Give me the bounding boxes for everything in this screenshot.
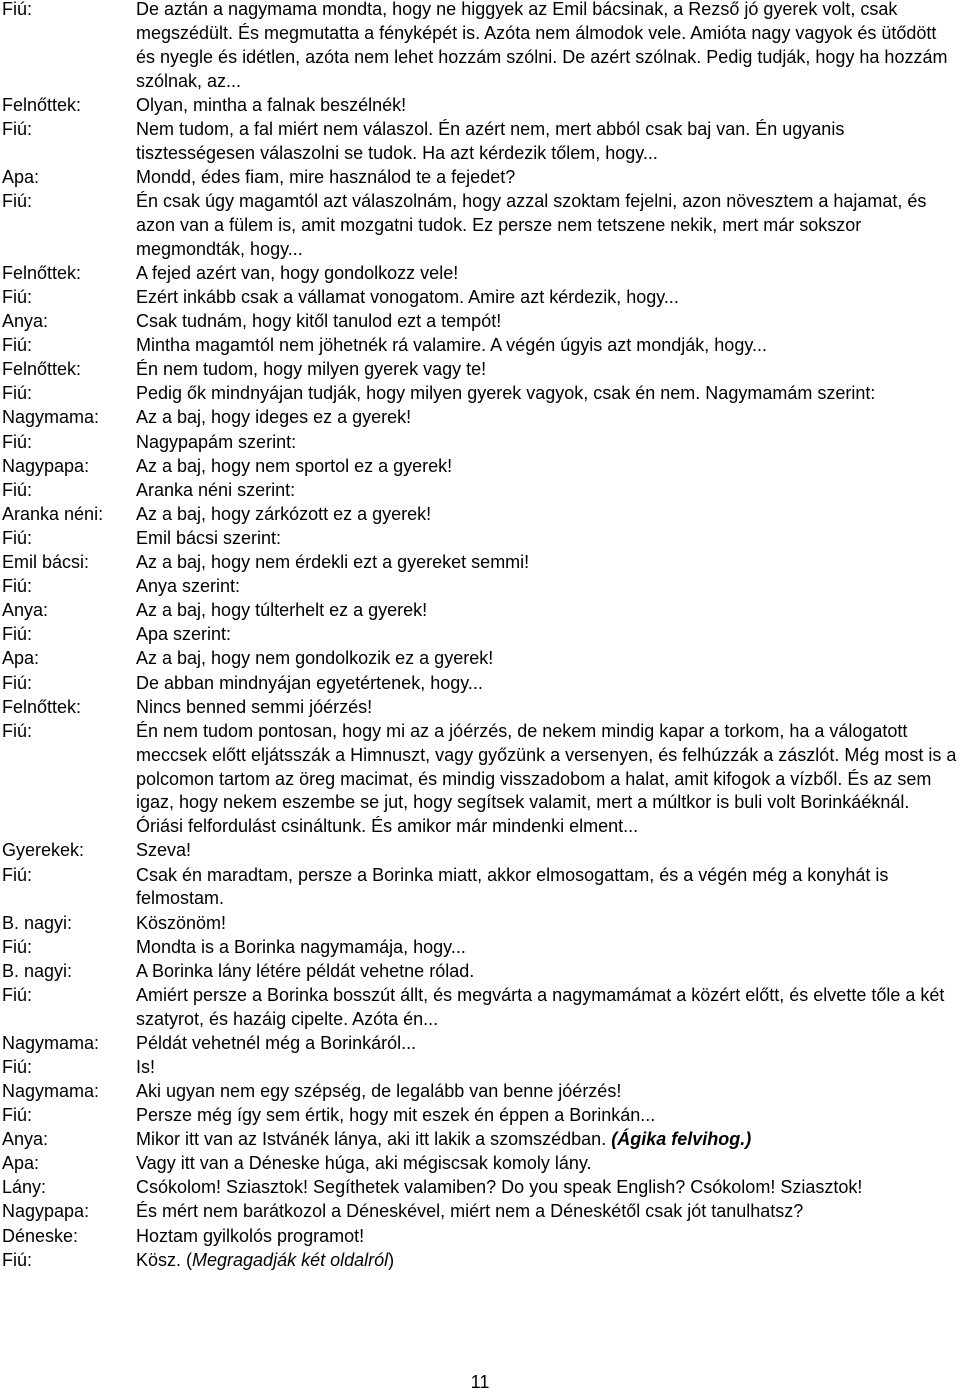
- dialogue-line: [2, 1056, 957, 1080]
- dialogue-line: [2, 1225, 957, 1249]
- dialogue-text-main: Az a baj, hogy nem sportol ez a gyerek!: [136, 455, 453, 476]
- dialogue-text: [136, 936, 957, 960]
- dialogue-text-main: Aranka néni szerint:: [136, 479, 296, 500]
- dialogue-text-main: Az a baj, hogy ideges ez a gyerek!: [136, 407, 412, 428]
- dialogue-text: [136, 262, 957, 286]
- dialogue-text-main: Csókolom! Sziasztok! Segíthetek valamiben? Do you speak English? Csókolom! Sziasztok!: [136, 1177, 863, 1198]
- dialogue-text-main: Én csak úgy magamtól azt válaszolnám, hogy azzal szoktam fejelni, azon növesztem a hajamat, és azon van a fülem is, amit mozgatni tudok. Ez persze nem tetszene nekik, mert már sokszor megmondták, hogy...: [136, 191, 927, 259]
- dialogue-text: [136, 527, 957, 551]
- dialogue-text: [136, 720, 957, 840]
- speaker-label: Apa:: [2, 1153, 40, 1174]
- dialogue-line: [2, 984, 957, 1032]
- dialogue-text: [136, 479, 957, 503]
- dialogue-text: [136, 551, 957, 575]
- speaker-label: Fiú:: [2, 527, 33, 548]
- speaker-label: Fiú:: [2, 335, 33, 356]
- dialogue-text-main: Persze még így sem értik, hogy mit eszek én éppen a Borinkán...: [136, 1105, 656, 1126]
- page-number: 11: [470, 1372, 490, 1392]
- dialogue-text: [136, 672, 957, 696]
- speaker-label: B. nagyi:: [2, 912, 73, 933]
- dialogue-text-main: Amiért persze a Borinka bosszút állt, és megvárta a nagymamámat a közért előtt, és elvette tőle a két szatyrot, és hazáig cipelte. Azóta én...: [136, 984, 945, 1029]
- dialogue-text-main: Én nem tudom pontosan, hogy mi az a jóérzés, de nekem mindig kapar a torkom, ha a válogatott meccsek előtt eljátsszák a Himnuszt, vagy győzünk a versenyen, és felhúzzák a zászlót. Még most is a polcomon tartom az öreg macimat, és mindig visszadobom a halat, amit kifogok a vízből. És az sem igaz, hogy nekem eszembe se jut, hogy segítsek valamit, mert a múltkor is buli volt Borinkáéknál. Óriási felfordulást csináltunk. És amikor már mindenki elment...: [136, 720, 957, 837]
- dialogue-text-main: Vagy itt van a Déneske húga, aki mégiscsak komoly lány.: [136, 1153, 592, 1174]
- speaker-label: Fiú:: [2, 672, 33, 693]
- dialogue-text-main: Nincs benned semmi jóérzés!: [136, 696, 373, 717]
- dialogue-text: [136, 1249, 957, 1273]
- dialogue-text: [136, 1152, 957, 1176]
- dialogue-text: [136, 334, 957, 358]
- speaker-label: Anya:: [2, 311, 49, 332]
- dialogue-text: [136, 984, 957, 1032]
- dialogue-text-main: Olyan, mintha a falnak beszélnék!: [136, 94, 407, 115]
- dialogue-line: [2, 406, 957, 430]
- dialogue-line: [2, 334, 957, 358]
- speaker-label: Fiú:: [2, 984, 33, 1005]
- dialogue-text: [136, 0, 957, 94]
- dialogue-line: [2, 286, 957, 310]
- dialogue-text-main: A Borinka lány létére példát vehetne rólad.: [136, 960, 475, 981]
- dialogue-line: [2, 503, 957, 527]
- speaker-label: Aranka néni:: [2, 503, 104, 524]
- dialogue-text: [136, 1056, 957, 1080]
- dialogue-text-main: Kösz. (: [136, 1249, 193, 1270]
- dialogue-text: [136, 864, 957, 912]
- speaker-label: Apa:: [2, 648, 40, 669]
- dialogue-line: [2, 1104, 957, 1128]
- speaker-label: B. nagyi:: [2, 960, 73, 981]
- dialogue-line: [2, 1176, 957, 1200]
- dialogue-text-main: Az a baj, hogy túlterhelt ez a gyerek!: [136, 600, 428, 621]
- dialogue-text-main: Emil bácsi szerint:: [136, 527, 282, 548]
- dialogue-text: [136, 1225, 957, 1249]
- dialogue-text-main: Én nem tudom, hogy milyen gyerek vagy te!: [136, 359, 487, 380]
- dialogue-text: [136, 1104, 957, 1128]
- speaker-label: Fiú:: [2, 383, 33, 404]
- dialogue-text: [136, 503, 957, 527]
- dialogue-line: [2, 262, 957, 286]
- speaker-label: Felnőttek:: [2, 94, 82, 115]
- speaker-label: Gyerekek:: [2, 840, 85, 861]
- dialogue-text-main: És mért nem barátkozol a Déneskével, miért nem a Déneskétől csak jót tanulhatsz?: [136, 1201, 804, 1222]
- dialogue-text: [136, 382, 957, 406]
- speaker-label: Apa:: [2, 166, 40, 187]
- speaker-label: Anya:: [2, 1129, 49, 1150]
- dialogue-text: [136, 1176, 957, 1200]
- dialogue-text-main: De aztán a nagymama mondta, hogy ne higgyek az Emil bácsinak, a Rezső jó gyerek volt, csak megszédült. És megmutatta a fényképét is. Azóta nem álmodok vele. Amióta nagy vagyok és ütődött és nyegle és idétlen, azóta nem lehet hozzám szólni. De azért szólnak. Pedig tudják, hogy ha hozzám szólnak, az...: [136, 0, 948, 91]
- stage-direction: Megragadják két oldalról: [192, 1249, 389, 1270]
- dialogue-line: [2, 431, 957, 455]
- speaker-label: Fiú:: [2, 576, 33, 597]
- dialogue-line: [2, 166, 957, 190]
- dialogue-text: [136, 696, 957, 720]
- dialogue-line: [2, 527, 957, 551]
- dialogue-text-main: Példát vehetnél még a Borinkáról...: [136, 1032, 417, 1053]
- dialogue-line: [2, 479, 957, 503]
- speaker-label: Fiú:: [2, 864, 33, 885]
- dialogue-text-main: Mondd, édes fiam, mire használod te a fejedet?: [136, 166, 516, 187]
- speaker-label: Felnőttek:: [2, 262, 82, 283]
- dialogue-text: [136, 118, 957, 166]
- dialogue-text-main: Csak én maradtam, persze a Borinka miatt, akkor elmosogattam, és a végén még a konyhát is felmostam.: [136, 864, 889, 909]
- dialogue-line: [2, 94, 957, 118]
- dialogue-text-main: Köszönöm!: [136, 912, 227, 933]
- dialogue-line: [2, 310, 957, 334]
- speaker-label: Lány:: [2, 1177, 47, 1198]
- dialogue-line: [2, 551, 957, 575]
- dialogue-text: [136, 1080, 957, 1104]
- dialogue-text: [136, 575, 957, 599]
- speaker-label: Fiú:: [2, 191, 33, 211]
- speaker-label: Felnőttek:: [2, 359, 82, 380]
- dialogue-line: [2, 1152, 957, 1176]
- dialogue-line: [2, 190, 957, 262]
- dialogue-text: [136, 310, 957, 334]
- dialogue-line: [2, 1080, 957, 1104]
- dialogue-text-after: ): [388, 1249, 395, 1270]
- dialogue-line: [2, 672, 957, 696]
- dialogue-text-main: Is!: [136, 1056, 156, 1077]
- dialogue-text-main: Aki ugyan nem egy szépség, de legalább van benne jóérzés!: [136, 1080, 622, 1101]
- dialogue-text: [136, 358, 957, 382]
- dialogue-line: [2, 864, 957, 912]
- speaker-label: Nagymama:: [2, 1080, 100, 1101]
- dialogue-text-main: Apa szerint:: [136, 624, 232, 645]
- dialogue-text: [136, 1128, 957, 1152]
- dialogue-text: [136, 406, 957, 430]
- dialogue-text: [136, 286, 957, 310]
- dialogue-line: [2, 696, 957, 720]
- dialogue-text: [136, 455, 957, 479]
- dialogue-line: [2, 1032, 957, 1056]
- dialogue-text-main: Az a baj, hogy nem érdekli ezt a gyereket semmi!: [136, 552, 530, 573]
- dialogue-text: [136, 166, 957, 190]
- dialogue-line: [2, 1200, 957, 1224]
- dialogue-text-main: A fejed azért van, hogy gondolkozz vele!: [136, 262, 459, 283]
- speaker-label: Fiú:: [2, 1105, 33, 1126]
- dialogue-text: [136, 599, 957, 623]
- dialogue-line: [2, 912, 957, 936]
- dialogue-text: [136, 647, 957, 671]
- speaker-label: Emil bácsi:: [2, 552, 90, 573]
- dialogue-text-main: Anya szerint:: [136, 576, 241, 597]
- dialogue-line: [2, 1128, 957, 1152]
- speaker-label: Nagypapa:: [2, 1201, 90, 1222]
- speaker-label: Fiú:: [2, 936, 33, 957]
- dialogue-text: [136, 839, 957, 863]
- dialogue-text: [136, 1032, 957, 1056]
- speaker-label: Fiú:: [2, 624, 33, 645]
- speaker-label: Nagypapa:: [2, 455, 90, 476]
- dialogue-line: [2, 1249, 957, 1273]
- dialogue-line: [2, 839, 957, 863]
- dialogue-text: [136, 431, 957, 455]
- dialogue-text: [136, 912, 957, 936]
- dialogue-text-main: Az a baj, hogy nem gondolkozik ez a gyerek!: [136, 648, 494, 669]
- dialogue-text-main: Nagypapám szerint:: [136, 431, 297, 452]
- speaker-label: Déneske:: [2, 1225, 79, 1246]
- dialogue-text: [136, 623, 957, 647]
- dialogue-line: [2, 382, 957, 406]
- speaker-label: Nagymama:: [2, 407, 100, 428]
- dialogue-line: [2, 936, 957, 960]
- dialogue-text-main: Mondta is a Borinka nagymamája, hogy...: [136, 936, 466, 957]
- speaker-label: Fiú:: [2, 1056, 33, 1077]
- dialogue-text-main: Szeva!: [136, 840, 192, 861]
- dialogue-text-main: Hoztam gyilkolós programot!: [136, 1225, 365, 1246]
- speaker-label: Felnőttek:: [2, 696, 82, 717]
- script-body: [2, 0, 957, 1273]
- dialogue-text-main: Nem tudom, a fal miért nem válaszol. Én azért nem, mert abból csak baj van. Én ugyanis tisztességesen válaszolni se tudok. Ha azt kérdezik tőlem, hogy...: [136, 118, 845, 163]
- speaker-label: Anya:: [2, 600, 49, 621]
- dialogue-line: [2, 647, 957, 671]
- dialogue-text: [136, 94, 957, 118]
- dialogue-line: [2, 575, 957, 599]
- dialogue-line: [2, 623, 957, 647]
- dialogue-line: [2, 720, 957, 840]
- speaker-label: Fiú:: [2, 0, 33, 19]
- dialogue-line: [2, 118, 957, 166]
- speaker-label: Nagymama:: [2, 1032, 100, 1053]
- dialogue-text-main: Pedig ők mindnyájan tudják, hogy milyen gyerek vagyok, csak én nem. Nagymamám szerint:: [136, 383, 876, 404]
- speaker-label: Fiú:: [2, 118, 33, 139]
- dialogue-text: [136, 1200, 957, 1224]
- speaker-label: Fiú:: [2, 479, 33, 500]
- speaker-label: Fiú:: [2, 287, 33, 307]
- stage-direction: (Ágika felvihog.): [611, 1129, 752, 1150]
- dialogue-text-main: Ezért inkább csak a vállamat vonogatom. Amire azt kérdezik, hogy...: [136, 287, 679, 307]
- dialogue-text-main: Csak tudnám, hogy kitől tanulod ezt a tempót!: [136, 311, 502, 332]
- speaker-label: Fiú:: [2, 1249, 33, 1270]
- dialogue-text-main: Az a baj, hogy zárkózott ez a gyerek!: [136, 503, 432, 524]
- dialogue-text: [136, 960, 957, 984]
- speaker-label: Fiú:: [2, 720, 33, 741]
- speaker-label: Fiú:: [2, 431, 33, 452]
- dialogue-text: [136, 190, 957, 262]
- dialogue-line: [2, 358, 957, 382]
- dialogue-line: [2, 0, 957, 94]
- dialogue-line: [2, 455, 957, 479]
- dialogue-text-main: Mikor itt van az Istvánék lánya, aki itt lakik a szomszédban.: [136, 1129, 607, 1150]
- dialogue-text-main: Mintha magamtól nem jöhetnék rá valamire. A végén úgyis azt mondják, hogy...: [136, 335, 767, 356]
- dialogue-line: [2, 960, 957, 984]
- dialogue-text-main: De abban mindnyájan egyetértenek, hogy...: [136, 672, 483, 693]
- dialogue-line: [2, 599, 957, 623]
